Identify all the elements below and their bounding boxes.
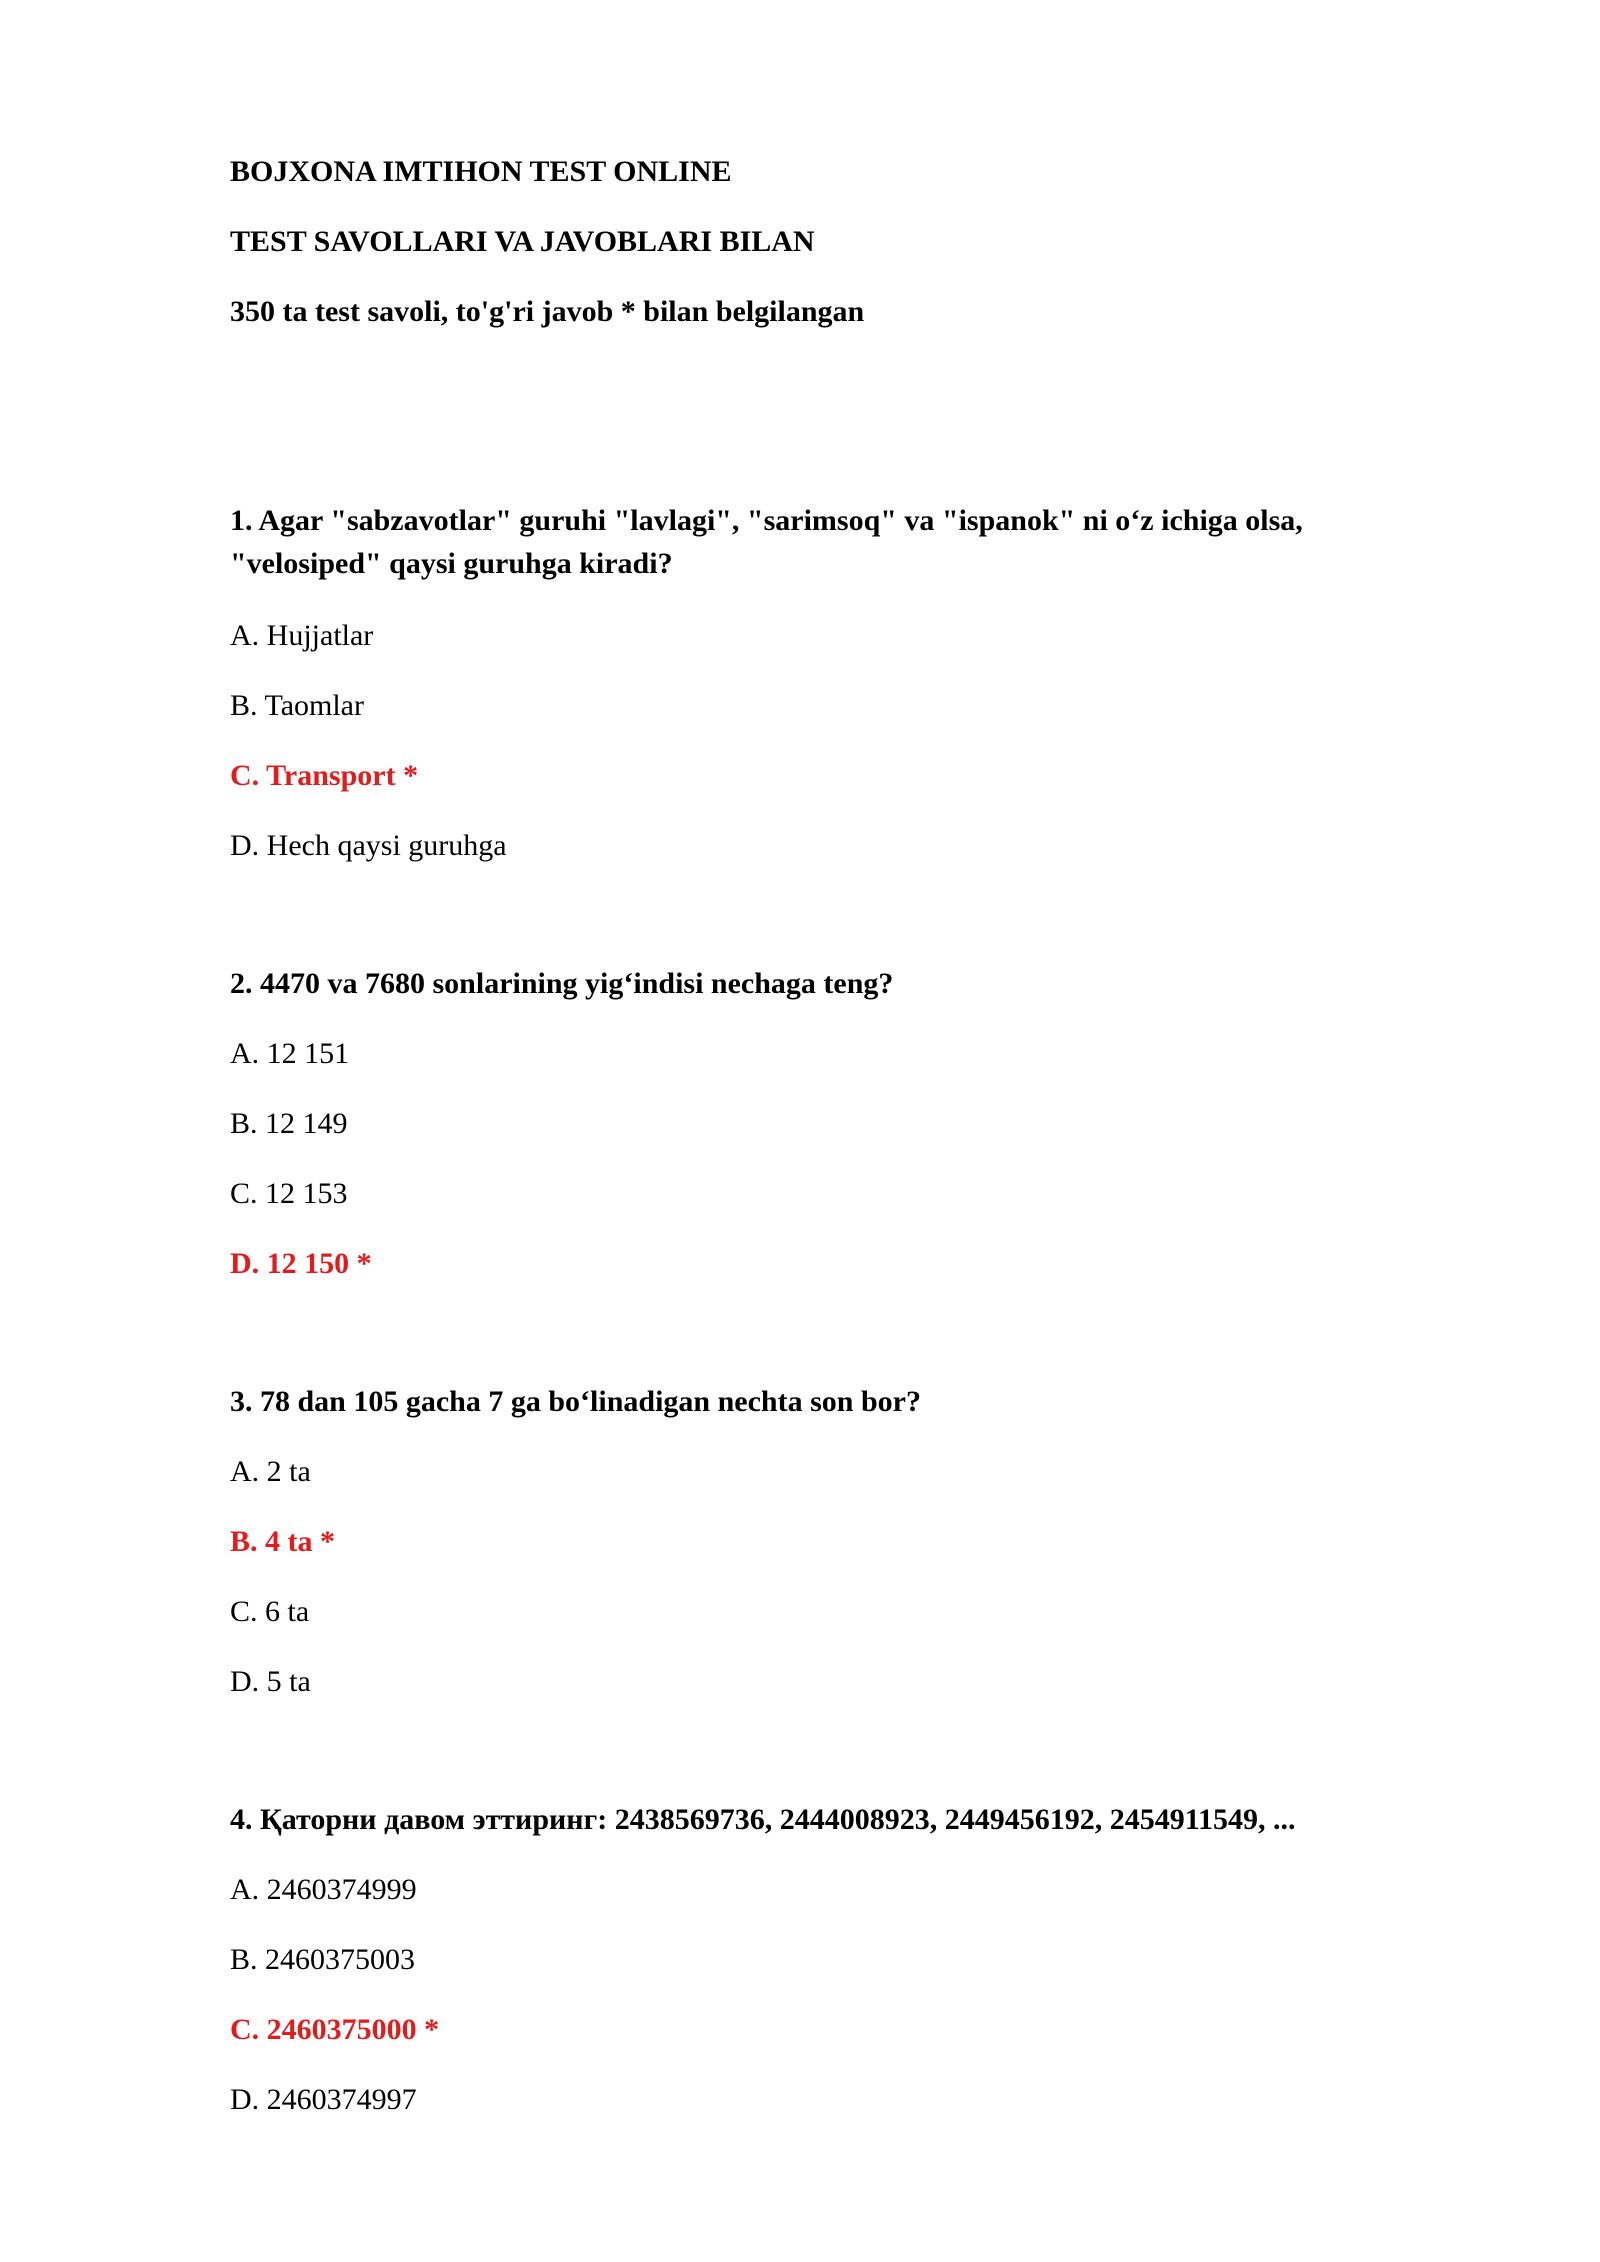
document-note: 350 ta test savoli, to'g'ri javob * bilan belgilangan: [230, 295, 865, 328]
question-2-option-a: A. 12 151: [230, 1037, 350, 1070]
question-2-text: 2. 4470 va 7680 sonlarining yig‘indisi nechaga teng?: [230, 967, 894, 1000]
question-1-option-a: A. Hujjatlar: [230, 619, 374, 652]
document-subtitle: TEST SAVOLLARI VA JAVOBLARI BILAN: [230, 225, 815, 258]
question-4-option-b: B. 2460375003: [230, 1943, 416, 1976]
question-4-text: 4. Қаторни давом эттиринг: 2438569736, 2444008923, 2449456192, 2454911549, ...: [230, 1803, 1296, 1836]
question-3-option-b-correct: B. 4 ta *: [230, 1525, 335, 1558]
question-3-option-a: A. 2 ta: [230, 1455, 311, 1488]
question-2-option-d-correct: D. 12 150 *: [230, 1247, 372, 1280]
question-2-option-c: C. 12 153: [230, 1177, 348, 1210]
question-1-option-c-correct: C. Transport *: [230, 759, 419, 792]
question-4-option-d: D. 2460374997: [230, 2083, 417, 2116]
question-4-option-c-correct: C. 2460375000 *: [230, 2013, 440, 2046]
question-1-option-b: B. Taomlar: [230, 689, 364, 722]
question-1-option-d: D. Hech qaysi guruhga: [230, 829, 507, 862]
question-3-option-d: D. 5 ta: [230, 1665, 311, 1698]
question-1-text-line1: 1. Agar "sabzavotlar" guruhi "lavlagi", "sarimsoq" va "ispanok" ni o‘z ichiga olsa,: [230, 504, 1303, 537]
question-3-text: 3. 78 dan 105 gacha 7 ga bo‘linadigan nechta son bor?: [230, 1385, 921, 1418]
question-3-option-c: C. 6 ta: [230, 1595, 310, 1628]
question-1-text-line2: "velosiped" qaysi guruhga kiradi?: [230, 547, 673, 580]
document-title: BOJXONA IMTIHON TEST ONLINE: [230, 155, 732, 188]
question-2-option-b: B. 12 149: [230, 1107, 348, 1140]
question-4-option-a: A. 2460374999: [230, 1873, 417, 1906]
